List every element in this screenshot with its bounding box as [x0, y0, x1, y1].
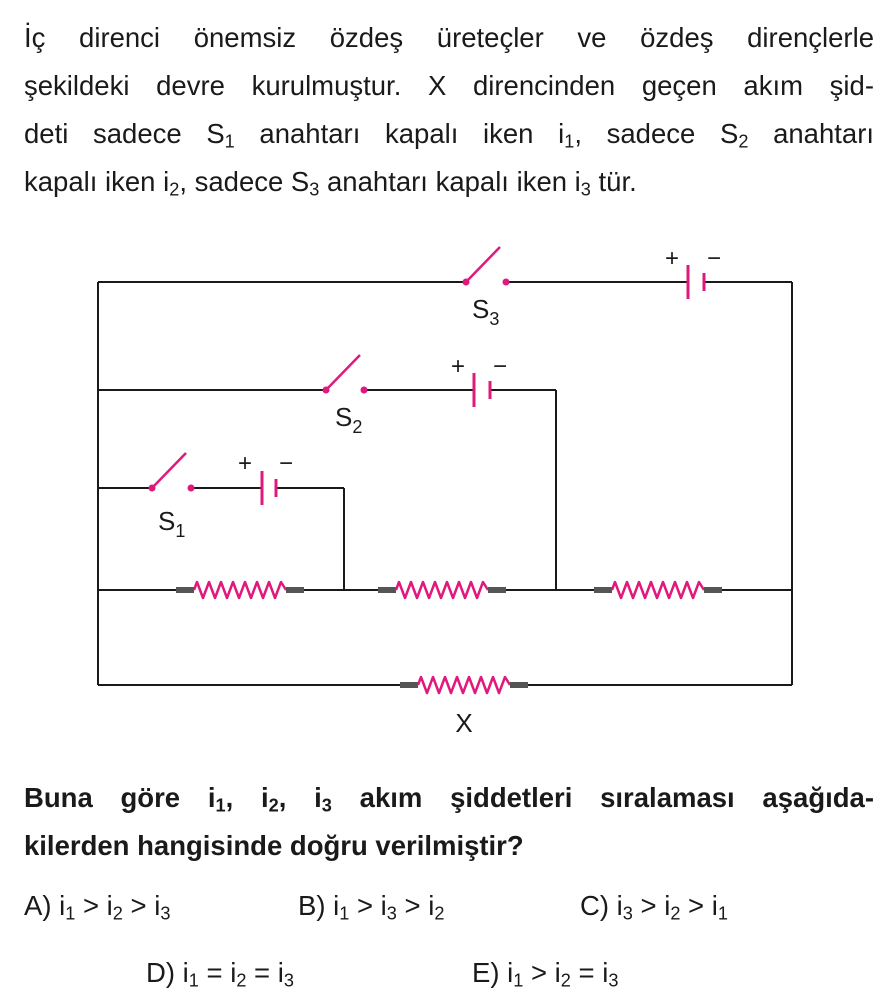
problem-statement: [24, 14, 874, 206]
battery-3-plus: +: [664, 245, 680, 272]
resistor-x-label: X: [455, 708, 473, 738]
option-b[interactable]: B) $i_1 > i_3 > i_2$: [298, 890, 445, 924]
battery-2-plus: +: [450, 353, 466, 380]
question: [24, 774, 874, 870]
switch-s3-label: $S_3$: [472, 294, 500, 329]
statement-line-1: İç direnci önemsiz özdeş üreteçler ve özdeş dirençlerle: [24, 22, 874, 53]
statement-line-2: şekildeki devre kurulmuştur. X direncinden geçen akım şid-: [24, 70, 874, 101]
switch-s1: [149, 453, 195, 492]
resistor-3: [594, 582, 722, 598]
circuit-diagram: [0, 230, 892, 750]
battery-3: [688, 265, 704, 299]
statement-line-3: deti sadece $S_1$ anahtarı kapalı iken $i_1$, sadece $S_2$ anahtarı: [24, 118, 874, 152]
switch-s2-label: $S_2$: [335, 402, 363, 437]
option-c[interactable]: C) $i_3 > i_2 > i_1$: [580, 890, 728, 924]
question-line-2: kilerden hangisinde doğru verilmiştir?: [24, 830, 524, 861]
switch-s3: [463, 247, 510, 286]
option-d[interactable]: D) $i_1 = i_2 = i_3$: [146, 957, 294, 991]
option-a[interactable]: A) $i_1 > i_2 > i_3$: [24, 890, 171, 924]
switch-s2: [323, 355, 368, 394]
switch-s1-label: $S_1$: [158, 506, 186, 541]
battery-2-minus: −: [492, 353, 508, 380]
wires: [98, 282, 792, 685]
resistor-1: [176, 582, 304, 598]
battery-3-minus: −: [706, 245, 722, 272]
battery-2: [474, 373, 490, 407]
option-e[interactable]: E) $i_1 > i_2 = i_3$: [472, 957, 619, 991]
battery-1: [262, 471, 276, 505]
statement-line-4: kapalı iken $i_2$, sadece $S_3$ anahtarı kapalı iken $i_3$ tür.: [24, 166, 637, 200]
battery-1-minus: −: [278, 450, 294, 477]
battery-1-plus: +: [237, 450, 253, 477]
question-line-1: Buna göre $i_1$, $i_2$, $i_3$ akım şiddetleri sıralaması aşağıda-: [24, 782, 875, 816]
resistor-x: [400, 677, 528, 693]
resistor-2: [378, 582, 506, 598]
